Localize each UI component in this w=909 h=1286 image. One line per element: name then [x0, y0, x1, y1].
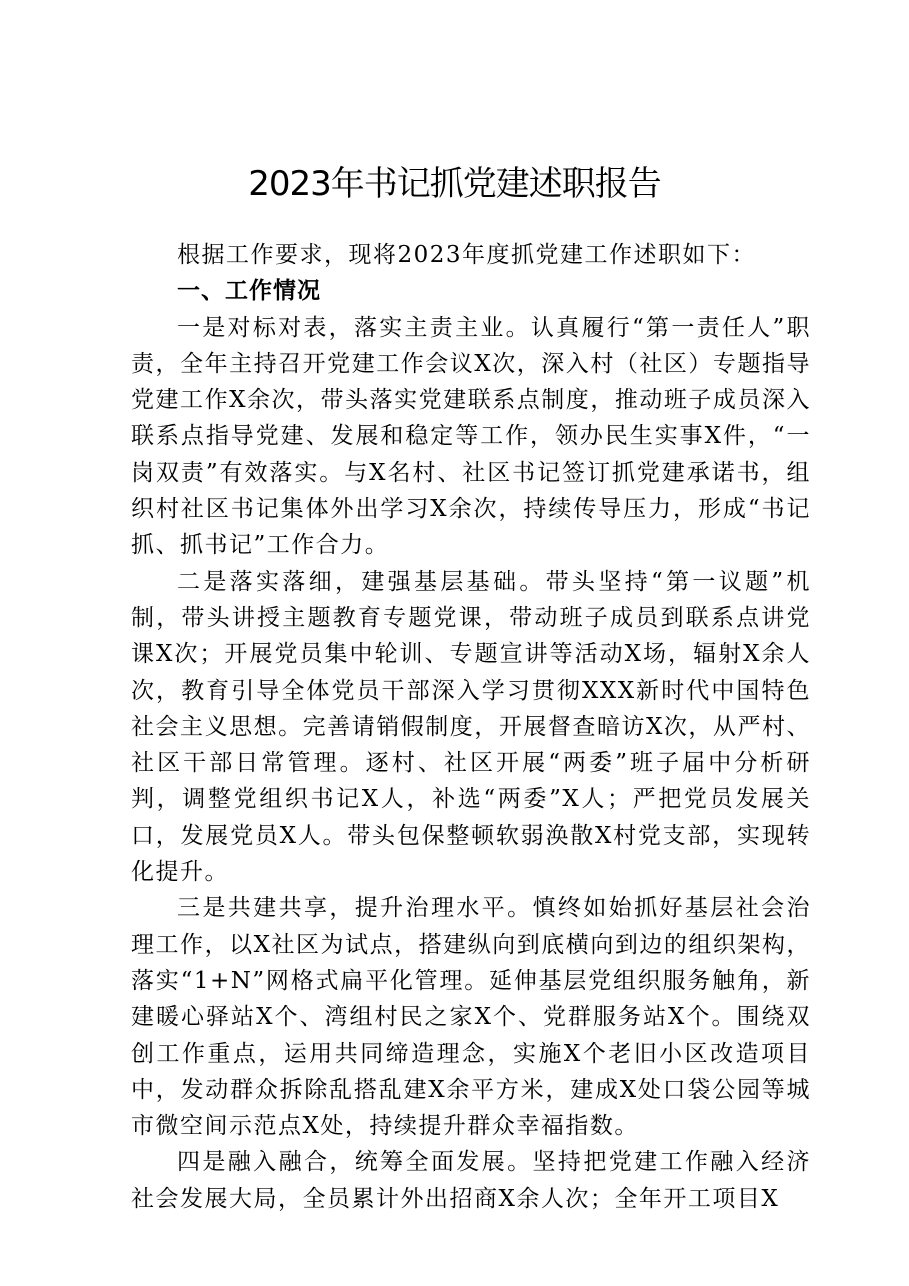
paragraph-4: 四是融入融合，统筹全面发展。坚持把党建工作融入经济社会发展大局，全员累计外出招商X余人次；全年开工项目X — [131, 1149, 811, 1212]
intro-paragraph: 根据工作要求，现将2023年度抓党建工作述职如下： — [177, 242, 757, 268]
section-heading: 一、工作情况 — [177, 278, 321, 305]
paragraph-2: 二是落实落细，建强基层基础。带头坚持“第一议题”机制，带头讲授主题教育专题党课，带动班子成员到联系点讲党课X次；开展党员集中轮训、专题宣讲等活动X场，辐射X余人次，教育引导全体党员干部深入学习贯彻XXX新时代中国特色社会主义思想。完善请销假制度，开展督查暗访X次，从严村、社区干部日常管理。逐村、社区开展“两委”班子届中分析研判，调整党组织书记X人，补选“两委”X人；严把党员发展关口，发展党员X人。带头包保整顿软弱涣散X村党支部，实现转化提升。 — [131, 568, 811, 886]
paragraph-3: 三是共建共享，提升治理水平。慎终如始抓好基层社会治理工作，以X社区为试点，搭建纵向到底横向到边的组织架构，落实“1+N”网格式扁平化管理。延伸基层党组织服务触角，新建暖心驿站X个、湾组村民之家X个、党群服务站X个。围绕双创工作重点，运用共同缔造理念，实施X个老旧小区改造项目中，发动群众拆除乱搭乱建X余平方米，建成X处口袋公园等城市微空间示范点X处，持续提升群众幸福指数。 — [131, 895, 811, 1140]
document-body — [131, 237, 811, 1217]
document-title: 2023年书记抓党建述职报告 — [248, 164, 661, 204]
paragraph-1: 一是对标对表，落实主责主业。认真履行“第一责任人”职责，全年主持召开党建工作会议X次，深入村（社区）专题指导党建工作X余次，带头落实党建联系点制度，推动班子成员深入联系点指导党建、发展和稳定等工作，领办民生实事X件，“一岗双责”有效落实。与X名村、社区书记签订抓党建承诺书，组织村社区书记集体外出学习X余次，持续传导压力，形成“书记抓、抓书记”工作合力。 — [131, 314, 811, 559]
